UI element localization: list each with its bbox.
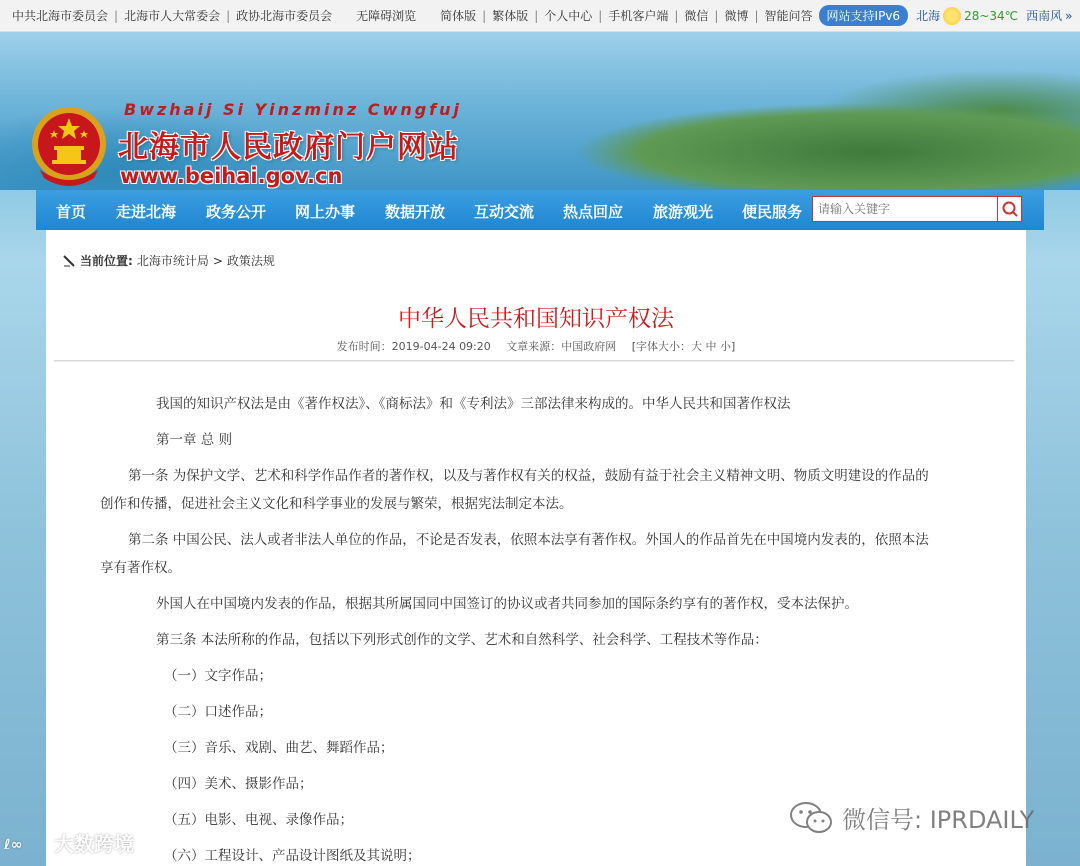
sun-icon xyxy=(943,7,961,25)
divider xyxy=(54,360,1014,361)
nav-open-data[interactable]: 数据开放 xyxy=(385,203,446,221)
weather-widget xyxy=(916,7,1072,25)
link-traditional[interactable]: 繁体版 xyxy=(492,9,529,23)
link-cppcc[interactable]: 政协北海市委员会 xyxy=(236,9,333,23)
main-nav xyxy=(36,190,1044,230)
font-size-controls[interactable]: [字体大小：大 中 小] xyxy=(631,340,736,353)
list-item: （五）电影、电视、录像作品； xyxy=(164,812,353,828)
paragraph: 第二条 中国公民、法人或者非法人单位的作品，不论是否发表，依照本法享有著作权。外国人的作品首先在中国境内发表的，依照本法享有著作权。 xyxy=(100,532,929,576)
weather-more-icon[interactable]: » xyxy=(1065,8,1073,23)
list-item: （六）工程设计、产品设计图纸及其说明； xyxy=(164,848,421,864)
top-utility-bar xyxy=(0,0,1080,32)
link-wechat[interactable]: 微信 xyxy=(684,9,709,23)
breadcrumb-stats-bureau[interactable]: 北海市统计局 xyxy=(136,254,209,268)
link-personal-center[interactable]: 个人中心 xyxy=(544,9,593,23)
separator: | xyxy=(598,8,603,23)
top-links xyxy=(0,7,813,24)
nav-home[interactable]: 首页 xyxy=(56,203,87,221)
site-url: www.beihai.gov.cn xyxy=(120,164,343,188)
nav-hot-responses[interactable]: 热点回应 xyxy=(563,203,624,221)
search-button[interactable] xyxy=(997,197,1021,221)
link-npc-committee[interactable]: 北海市人大常委会 xyxy=(124,9,221,23)
dashu-logo-icon xyxy=(4,831,54,855)
nav-online-services[interactable]: 网上办事 xyxy=(295,203,356,221)
list-item: （一）文字作品； xyxy=(164,668,272,684)
breadcrumb-label: 当前位置: xyxy=(80,254,133,268)
breadcrumb xyxy=(62,252,275,269)
article-panel xyxy=(46,230,1026,866)
national-emblem-icon xyxy=(30,104,108,190)
link-smart-qa[interactable]: 智能问答 xyxy=(764,9,813,23)
nav-public-services[interactable]: 便民服务 xyxy=(742,203,803,221)
weather-temp: 28~34℃ xyxy=(964,8,1019,23)
article-title: 中华人民共和国知识产权法 xyxy=(398,306,674,332)
nav-tourism[interactable]: 旅游观光 xyxy=(653,203,714,221)
site-pinyin-title: Bwzhaij Si Yinzminz Cwngfuj xyxy=(124,100,462,119)
ipv6-badge[interactable]: 网站支持IPv6 xyxy=(819,5,909,26)
paragraph: 第一章 总 则 xyxy=(156,432,233,448)
wechat-watermark xyxy=(788,800,1034,835)
separator: | xyxy=(534,8,539,23)
separator: | xyxy=(754,8,759,23)
search-input[interactable] xyxy=(813,198,997,220)
dashu-watermark-text: 大数跨境 xyxy=(54,832,134,856)
separator: | xyxy=(674,8,679,23)
separator: | xyxy=(226,8,231,23)
list-item: （三）音乐、戏剧、曲艺、舞蹈作品； xyxy=(164,740,394,756)
link-accessibility[interactable]: 无障碍浏览 xyxy=(356,9,417,23)
paragraph: 外国人在中国境内发表的作品，根据其所属国同中国签订的协议或者共同参加的国际条约享有的著作权，受本法保护。 xyxy=(156,596,858,612)
nav-interaction[interactable]: 互动交流 xyxy=(474,203,535,221)
nav-government-affairs[interactable]: 政务公开 xyxy=(206,203,267,221)
paragraph: 第三条 本法所称的作品，包括以下列形式创作的文学、艺术和自然科学、社会科学、工程技术等作品： xyxy=(156,632,768,648)
wechat-watermark-text: 微信号: IPRDAILY xyxy=(842,806,1035,834)
wechat-icon xyxy=(788,801,834,835)
paragraph: 我国的知识产权法是由《著作权法》、《商标法》和《专利法》三部法律来构成的。中华人民共和国著作权法 xyxy=(156,396,791,412)
link-party-committee[interactable]: 中共北海市委员会 xyxy=(12,9,109,23)
article-meta xyxy=(46,338,1026,354)
location-pen-icon xyxy=(62,254,76,268)
list-item: （二）口述作品； xyxy=(164,704,272,720)
link-weibo[interactable]: 微博 xyxy=(724,9,749,23)
link-simplified[interactable]: 简体版 xyxy=(440,9,477,23)
svg-text:ℓ∞: ℓ∞ xyxy=(4,836,23,853)
site-title[interactable]: 北海市人民政府门户网站 xyxy=(118,130,459,165)
search-box xyxy=(812,196,1022,222)
separator: | xyxy=(714,8,719,23)
weather-wind: 西南风 xyxy=(1026,9,1063,23)
link-mobile-client[interactable]: 手机客户端 xyxy=(608,9,669,23)
separator: | xyxy=(114,8,119,23)
article-body xyxy=(100,390,938,866)
search-icon xyxy=(1001,200,1019,218)
breadcrumb-separator: > xyxy=(212,253,223,268)
weather-city: 北海 xyxy=(916,9,941,23)
publish-time: 发布时间：2019-04-24 09:20 xyxy=(336,340,491,353)
breadcrumb-policies[interactable]: 政策法规 xyxy=(226,254,275,268)
site-banner xyxy=(0,32,1080,190)
dashu-watermark xyxy=(4,828,134,857)
nav-about-beihai[interactable]: 走进北海 xyxy=(116,203,177,221)
separator: | xyxy=(482,8,487,23)
paragraph: 第一条 为保护文学、艺术和科学作品作者的著作权，以及与著作权有关的权益，鼓励有益于社会主义精神文明、物质文明建设的作品的创作和传播，促进社会主义文化和科学事业的发展与繁荣，根据宪法制定本法。 xyxy=(100,468,929,512)
list-item: （四）美术、摄影作品； xyxy=(164,776,313,792)
article-source: 文章来源：中国政府网 xyxy=(506,340,617,353)
